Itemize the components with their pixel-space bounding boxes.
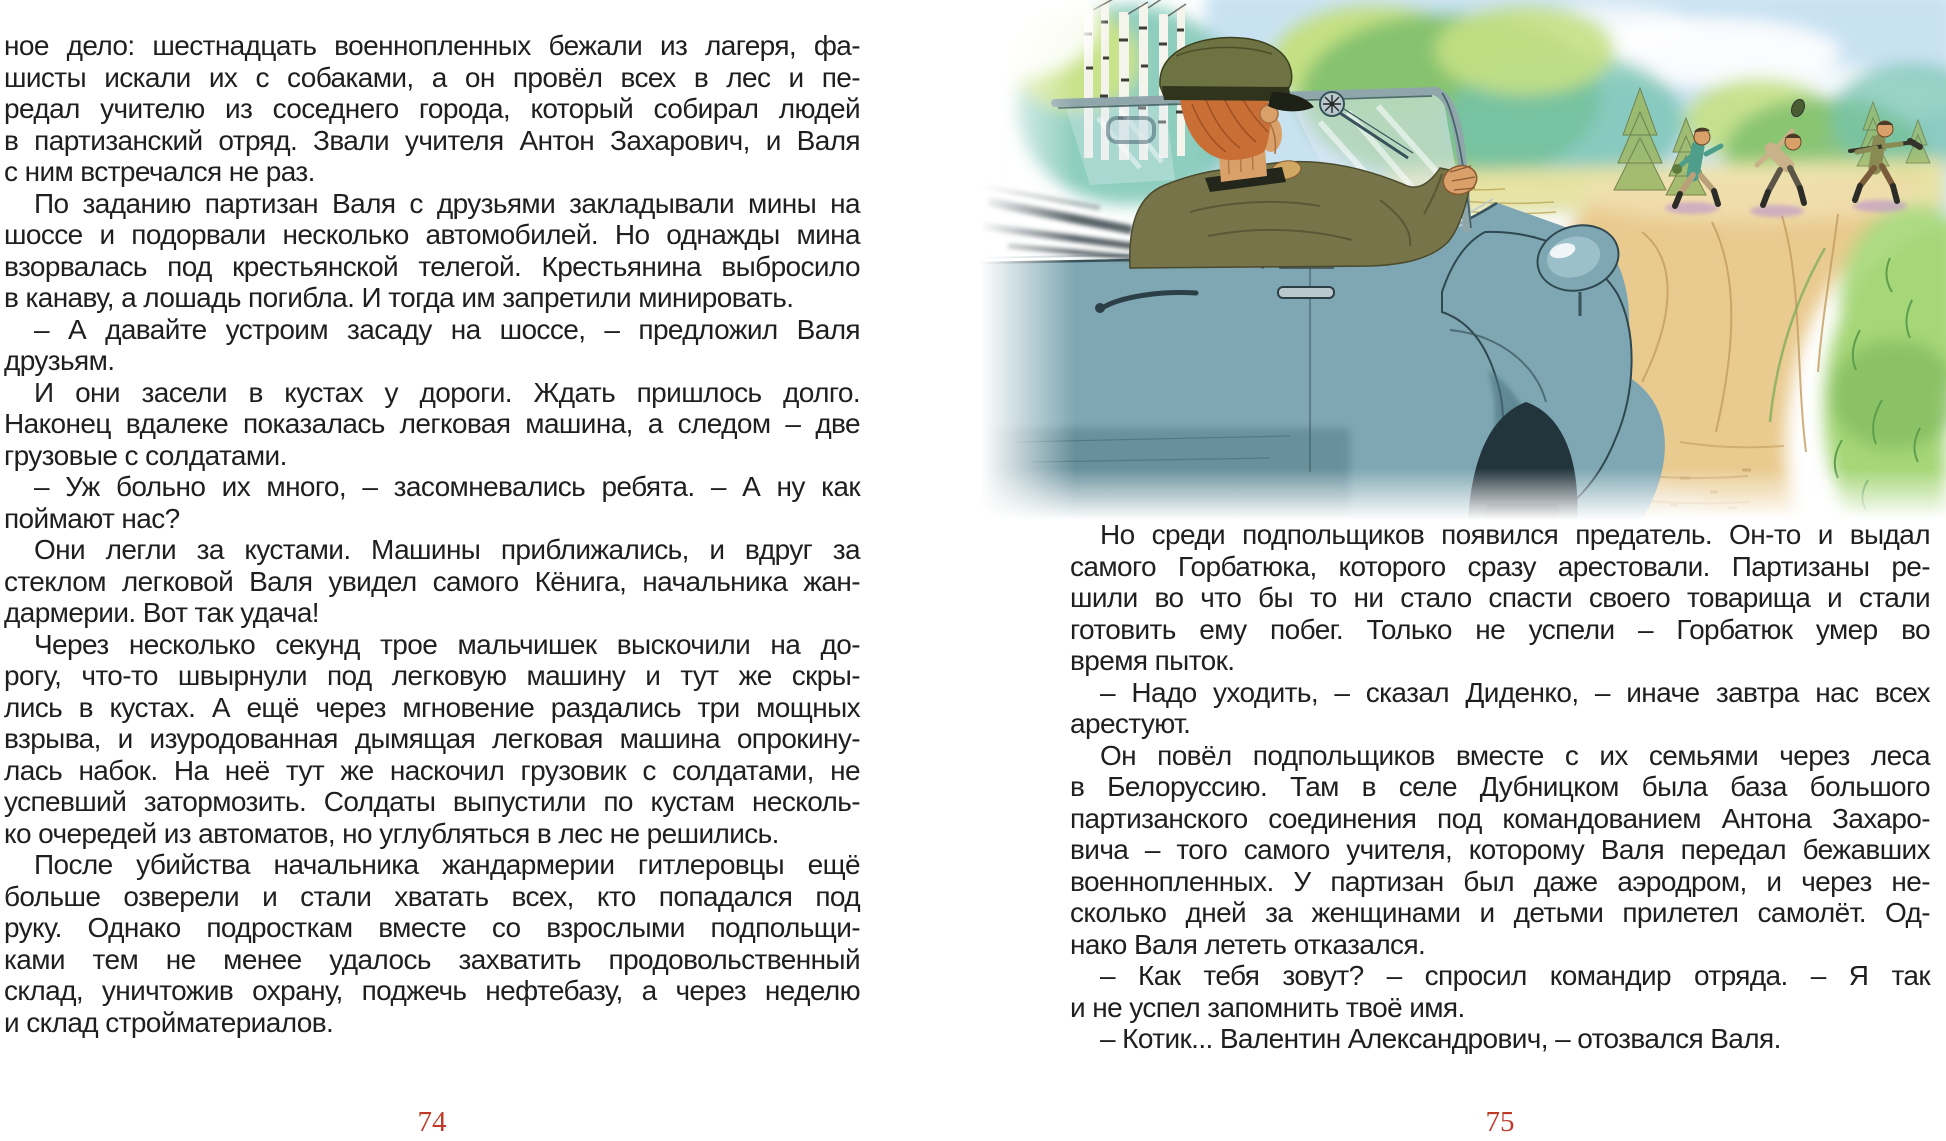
text-line: – Надо уходить, – сказал Диденко, – иначе завтра нас всех: [1100, 676, 1930, 708]
text-line: друзьям.: [4, 345, 115, 376]
text-line: – А давайте устроим засаду на шоссе, – предложил Валя: [34, 313, 860, 345]
left-page-text: [4, 30, 860, 1038]
text-line: лись в кустах. А ещё через мгновение раздались три мощных: [4, 691, 860, 723]
text-line: и не успел запомнить твоё имя.: [1070, 991, 1465, 1023]
left-page-number: 74: [417, 1106, 447, 1138]
text-line: поймают нас?: [4, 502, 180, 534]
text-line: в Белоруссию. Там в селе Дубницком была база большого: [1070, 771, 1930, 802]
rear-view-mirror: [1108, 118, 1154, 142]
text-line: И они засели в кустах у дороги. Ждать пришлось долго.: [34, 376, 860, 408]
text-line: в партизанский отряд. Звали учителя Антон Захарович, и Валя: [4, 124, 860, 156]
text-line: взрыва, и изуродованная дымящая легковая машина опрокину-: [4, 723, 860, 754]
text-line: военнопленных. У партизан был даже аэродром, и через не-: [1070, 865, 1930, 897]
text-line: Но среди подпольщиков появился предатель. Он-то и выдал: [1100, 519, 1930, 550]
text-line: арестуют.: [1070, 708, 1191, 739]
text-line: Наконец вдалеке показалась легковая машина, а следом – две: [4, 408, 860, 439]
text-line: После убийства начальника жандармерии гитлеровцы ещё: [34, 849, 860, 880]
text-line: время пыток.: [1070, 645, 1235, 676]
text-line: партизанского соединения под командованием Антона Захаро-: [1070, 802, 1930, 834]
text-line: шисты искали их с собаками, а он провёл всех в лес и пе-: [4, 61, 860, 93]
text-line: нако Валя лететь отказался.: [1070, 928, 1426, 960]
text-line: ко очередей из автоматов, но углубляться в лес не решились.: [4, 817, 779, 849]
text-line: лась набок. На неё тут же наскочил грузовик с солдатами, не: [4, 754, 860, 786]
text-line: больше озверели и стали хватать всех, кто попадался под: [4, 880, 860, 912]
text-line: – Котик... Валентин Александрович, – отозвался Валя.: [1100, 1023, 1781, 1054]
text-line: По заданию партизан Валя с друзьями закладывали мины на: [34, 187, 860, 219]
text-line: ками тем не менее удалось захватить продовольственный: [4, 943, 860, 975]
text-line: вича – того самого учителя, которому Валя передал бежавших: [1070, 834, 1930, 865]
text-line: взорвалась под крестьянской телегой. Крестьянина выбросило: [4, 250, 860, 282]
text-line: ное дело: шестнадцать военнопленных бежали из лагеря, фа-: [4, 30, 860, 61]
text-line: и склад стройматериалов.: [4, 1006, 334, 1038]
text-line: Через несколько секунд трое мальчишек выскочили на до-: [34, 628, 860, 660]
text-line: в канаву, а лошадь погибла. И тогда им запретили минировать.: [4, 282, 794, 313]
text-line: самого Горбатюка, которого сразу арестовали. Партизаны ре-: [1070, 550, 1930, 582]
text-line: грузовые с солдатами.: [4, 439, 287, 471]
text-line: готовить ему побег. Только не успели – Горбатюк умер во: [1070, 613, 1930, 645]
text-line: руку. Однако подросткам вместе со взрослыми подпольщи-: [4, 912, 860, 943]
text-line: Они легли за кустами. Машины приближались, и вдруг за: [34, 534, 860, 565]
text-line: стеклом легковой Валя увидел самого Кёнига, начальника жан-: [4, 565, 860, 597]
text-line: с ним встречался не раз.: [4, 156, 315, 187]
text-line: шили во что бы то ни стало спасти своего товарища и стали: [1070, 582, 1930, 613]
right-page-text: [1070, 519, 1930, 1055]
text-line: Он повёл подпольщиков вместе с их семьями через леса: [1100, 739, 1930, 771]
text-line: – Как тебя зовут? – спросил командир отряда. – Я так: [1100, 960, 1930, 991]
text-line: склад, уничтожив охрану, поджечь нефтебазу, а через неделю: [4, 975, 860, 1006]
story-illustration: [980, 0, 1946, 520]
text-line: – Уж больно их много, – засомневались ребята. – А ну как: [34, 471, 860, 502]
text-line: сколько дней за женщинами и детьми прилетел самолёт. Од-: [1070, 897, 1930, 928]
text-line: шоссе и подорвали несколько автомобилей. Но однажды мина: [4, 219, 860, 250]
text-line: рогу, что-то швырнули под легковую машину и тут же скры-: [4, 660, 860, 691]
right-page-number: 75: [1485, 1106, 1515, 1138]
text-line: редал учителю из соседнего города, который собирал людей: [4, 93, 860, 124]
text-line: успевший затормозить. Солдаты выпустили по кустам несколь-: [4, 786, 860, 817]
text-line: дармерии. Вот так удача!: [4, 597, 319, 628]
